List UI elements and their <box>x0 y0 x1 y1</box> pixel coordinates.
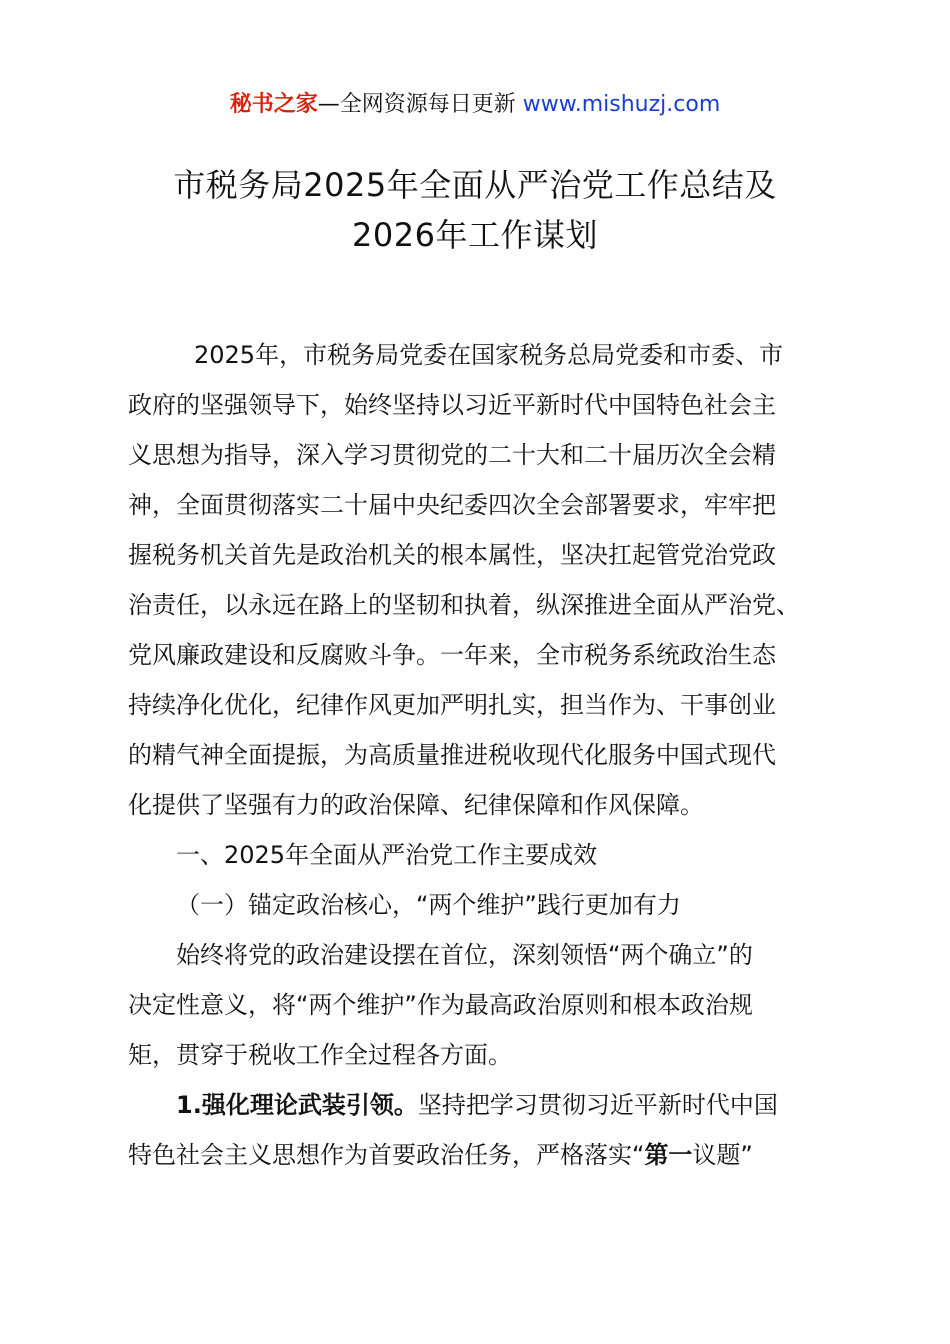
intro-line: 持续净化优化，纪律作风更加严明扎实，担当作为、干事创业 <box>128 691 776 719</box>
intro-line: 握税务机关首先是政治机关的根本属性，坚决扛起管党治党政 <box>128 541 776 569</box>
item-1-lead: 1.强化理论武装引领。 <box>176 1091 418 1119</box>
item-1-text-a: 特色社会主义思想作为首要政治任务，严格落实“ <box>128 1141 645 1169</box>
subsection-heading-1 <box>128 880 828 930</box>
item-1-line-2 <box>128 1130 828 1180</box>
item-1-text: 坚持把学习贯彻习近平新时代中国 <box>417 1091 778 1119</box>
item-1-text-b: 议题” <box>692 1141 753 1169</box>
paragraph-line: 决定性意义，将“两个维护”作为最高政治原则和根本政治规 <box>128 991 753 1019</box>
item-1-paragraph <box>128 1080 828 1180</box>
site-tagline: —全网资源每日更新 <box>317 92 523 117</box>
item-1-bold-term: 第一 <box>644 1141 693 1169</box>
intro-paragraph <box>128 330 828 830</box>
site-name: 秘书之家 <box>229 92 318 117</box>
document-body <box>128 330 828 1180</box>
intro-line: 化提供了坚强有力的政治保障、纪律保障和作风保障。 <box>128 791 704 819</box>
title-line-2: 2026年工作谋划 <box>352 216 598 254</box>
paragraph-line: 矩，贯穿于税收工作全过程各方面。 <box>128 1041 512 1069</box>
intro-line: 2025年，市税务局党委在国家税务总局党委和市委、市 <box>194 341 784 369</box>
intro-line: 政府的坚强领导下，始终坚持以习近平新时代中国特色社会主 <box>128 391 776 419</box>
document-title <box>100 160 850 260</box>
site-header <box>0 88 950 122</box>
intro-line: 神，全面贯彻落实二十届中央纪委四次全会部署要求，牢牢把 <box>128 491 776 519</box>
paragraph-line: 始终将党的政治建设摆在首位，深刻领悟“两个确立”的 <box>176 941 753 969</box>
item-1-line-1 <box>128 1080 828 1130</box>
intro-line: 的精气神全面提振，为高质量推进税收现代化服务中国式现代 <box>128 741 776 769</box>
title-line-1: 市税务局2025年全面从严治党工作总结及 <box>173 166 777 204</box>
site-url-link[interactable]: www.mishuzj.com <box>522 92 721 117</box>
paragraph-2 <box>128 930 828 1080</box>
section-heading-text: 一、2025年全面从严治党工作主要成效 <box>176 841 598 869</box>
section-heading-1 <box>128 830 828 880</box>
intro-line: 治责任，以永远在路上的坚韧和执着，纵深推进全面从严治党、 <box>128 591 800 619</box>
intro-line: 党风廉政建设和反腐败斗争。一年来，全市税务系统政治生态 <box>128 641 776 669</box>
subsection-heading-text: （一）锚定政治核心，“两个维护”践行更加有力 <box>176 891 681 919</box>
intro-line: 义思想为指导，深入学习贯彻党的二十大和二十届历次全会精 <box>128 441 776 469</box>
